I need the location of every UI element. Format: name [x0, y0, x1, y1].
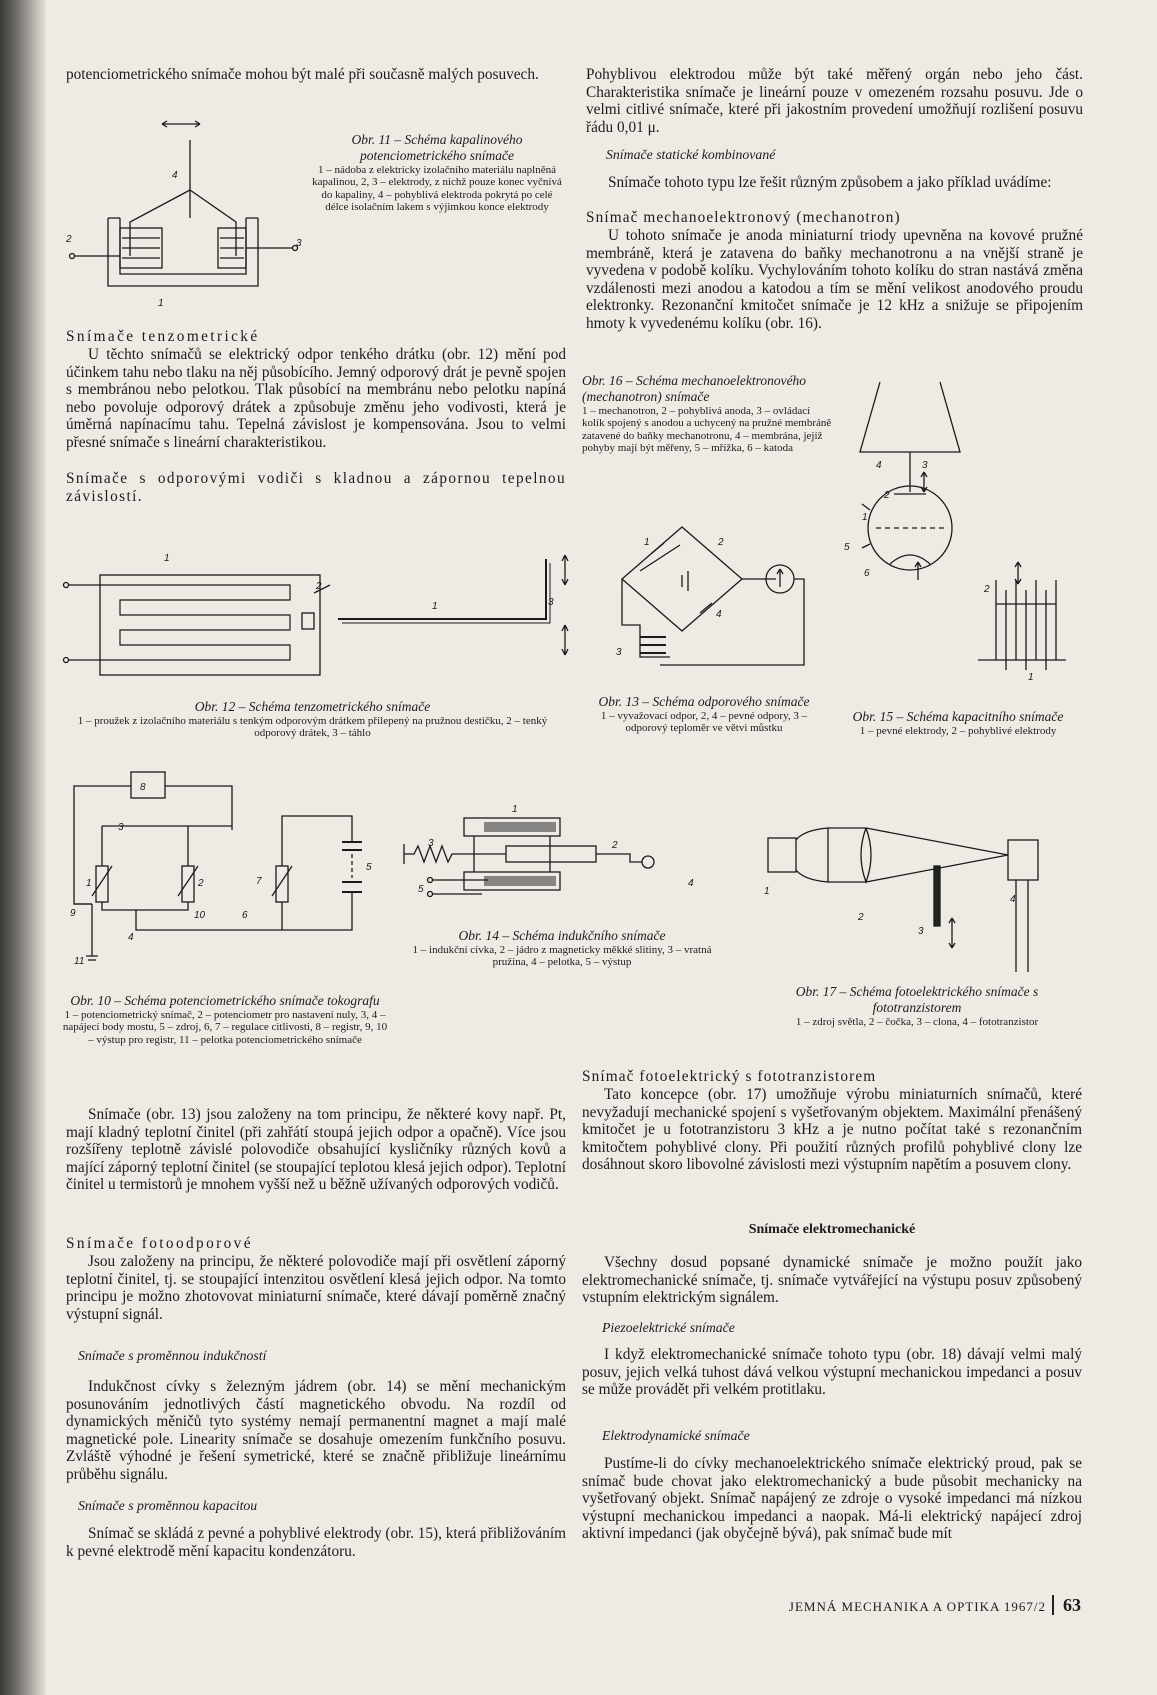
- caption-fig16-title: Obr. 16 – Schéma mechanoelektronového (mechanotron) snímače: [582, 373, 807, 404]
- caption-fig15-title: Obr. 15 – Schéma kapacitního snímače: [852, 709, 1064, 724]
- svg-text:1: 1: [86, 878, 92, 889]
- tenzo-paragraph: U těchto snímačů se elektrický odpor tenkého drátku (obr. 12) mění pod účinkem tahu nebo tlaku na něj působícího. Jemný odporový drát je pevně spojen s membránou nebo pelotkou. Tlak působící na membránu nebo pelotku napíná nebo povoluje odporový drátek a způsobuje změnu jeho vodivosti, která je úměrná napínacímu tahu. Tepelná závislost je kompensována. Jsou to velmi přesné snímače s lineární charakteristikou.: [66, 346, 566, 451]
- stat-paragraph: Snímače tohoto typu lze řešit různým způsobem a jako příklad uvádíme:: [608, 174, 1052, 191]
- svg-text:11: 11: [74, 956, 85, 967]
- foto-paragraph: Jsou založeny na principu, že některé polovodiče mají při osvětlení záporný teplotní činitel, tj. se stoupající intenzitou osvětlení klesá jejich odpor. Na tomto principu je možno zhotovovat miniaturní snímače, které dávají poměrně značný výstupní signál.: [66, 1253, 566, 1323]
- caption-fig14-title: Obr. 14 – Schéma indukčního snímače: [458, 928, 666, 943]
- figure-12-diagram: [60, 555, 570, 695]
- caption-fig15: [836, 709, 1080, 737]
- caption-fig12-title: Obr. 12 – Schéma tenzometrického snímače: [194, 699, 431, 714]
- svg-text:6: 6: [864, 568, 870, 579]
- caption-fig10: [60, 993, 390, 1046]
- svg-text:1: 1: [1028, 672, 1034, 683]
- svg-text:1: 1: [432, 601, 438, 612]
- journal-name: JEMNÁ MECHANIKA A OPTIKA 1967/2: [788, 1599, 1046, 1614]
- caption-fig12-text: 1 – proužek z izolačního materiálu s tenkým odporovým drátkem přilepený na pružnou destičku, 2 – tenký odporový drátek, 3 – táhlo: [77, 715, 548, 740]
- mech-paragraph: U tohoto snímače je anoda miniaturní triody upevněna na kovové pružné membráně, která je zatavena do baňky mechanotronu a na vnější straně je vyvedena v podobě kolíku. Vychylováním tohoto kolíku do stran nastává změna vzdálenosti mezi anodou a katodou a tím se mění velikost anodového proudu elektronky. Rezonanční kmitočet snímače je 12 kHz a snižuje se připojením hmoty k vyvedenému kolíku (obr. 16).: [586, 227, 1083, 332]
- svg-text:2: 2: [66, 234, 72, 245]
- caption-fig13: [582, 694, 826, 735]
- svg-text:1: 1: [764, 886, 770, 897]
- caption-fig17-text: 1 – zdroj světla, 2 – čočka, 3 – clona, 4 – fototranzistor: [795, 1016, 1039, 1028]
- page-binding-shadow: [0, 0, 46, 1695]
- svg-text:2: 2: [858, 912, 864, 923]
- figure-15-diagram: [970, 560, 1080, 685]
- svg-text:4: 4: [128, 932, 134, 943]
- svg-text:10: 10: [194, 910, 206, 921]
- em-paragraph: Všechny dosud popsané dynamické snímače je možno použít jako elektromechanické snímače, tj. snímače vytvářející na výstupu posuv způsobený vstupním elektrickým signálem.: [582, 1254, 1082, 1307]
- fe-paragraph: Tato koncepce (obr. 17) umožňuje výrobu miniaturních snímačů, které nevyžadují mechanické spojení s vyšetřovaným objektem. Maximální přenášený kmitočet je u fototranzistoru 3 kHz a je nutno počítat také s rezonančním kmitočtem pohyblivé clony. Při použití různých profilů pohyblivé clony lze dosáhnout skoro libovolné závislosti mezi výstupním napětím a posuvem clony.: [582, 1086, 1082, 1174]
- svg-text:1: 1: [644, 537, 650, 548]
- caption-fig13-text: 1 – vyvažovací odpor, 2, 4 – pevné odpory, 3 – odporový teploměr ve větvi můstku: [600, 710, 808, 735]
- page-footer: [789, 1595, 1081, 1616]
- figure-11-diagram: [60, 110, 320, 310]
- caption-fig10-title: Obr. 10 – Schéma potenciometrického snímače tokografu: [70, 993, 380, 1008]
- figure-17-diagram: [748, 822, 1088, 972]
- ed-paragraph: Pustíme-li do cívky mechanoelektrického snímače elektrický proud, pak se snímač bude chovat jako elektromechanický a bude působit mechanicky na vyšetřovaný objekt. Snímač napájený ze zdroje o vysoké impedanci má nízkou výstupní mechanickou impedanci a naopak. Má-li elektrický napájecí zdroj aktivní impedanci (jak obyčejně bývá), pak snímač bude mít: [582, 1455, 1082, 1543]
- svg-text:4: 4: [716, 609, 722, 620]
- caption-fig17-title: Obr. 17 – Schéma fotoelektrického snímače s fototranzistorem: [795, 984, 1039, 1015]
- caption-fig13-title: Obr. 13 – Schéma odporového snímače: [598, 694, 810, 709]
- figure-14-diagram: [402, 800, 722, 918]
- caption-fig11: [312, 132, 562, 214]
- svg-text:3: 3: [616, 647, 622, 658]
- caption-fig16-text: 1 – mechanotron, 2 – pohyblivá anoda, 3 – ovládací kolík spojený s anodou a uchycený na pružné membráně zatavené do baňky mechanotronu, 4 – membrána, jejíž pohyby mají být měřeny, 5 – mřížka, 6 – katoda: [582, 405, 832, 455]
- svg-text:5: 5: [366, 862, 372, 873]
- svg-text:5: 5: [418, 884, 424, 895]
- svg-text:4: 4: [876, 460, 882, 471]
- foto-heading: Snímače fotoodporové: [66, 1235, 253, 1252]
- svg-text:5: 5: [844, 542, 850, 553]
- svg-text:1: 1: [158, 298, 164, 309]
- piezo-subheading: Piezoelektrické snímače: [602, 1320, 735, 1335]
- ed-subheading: Elektrodynamické snímače: [602, 1428, 750, 1443]
- svg-text:4: 4: [1010, 894, 1016, 905]
- ind-paragraph: Indukčnost cívky s železným jádrem (obr. 14) se mění mechanickým posunováním jednotlivých částí magnetického obvodu. Na rozdíl od dynamických měničů tyto systémy nemají permanentní magnet a mají malé magnetické pole. Linearity snímače se dosahuje omezením funkčního posuvu. Zvláště výhodné je řešení symetrické, které se značně přibližuje lineárnímu průběhu signálu.: [66, 1378, 566, 1483]
- tenzo-closing: Snímače s odporovými vodiči s kladnou a zápornou tepelnou závislostí.: [66, 470, 566, 505]
- svg-text:1: 1: [164, 553, 170, 564]
- piezo-paragraph: I když elektromechanické snímače tohoto typu (obr. 18) dávají velmi malý posuv, jejich velká tuhost dává velkou výstupní mechanickou impedanci a posuv se může provádět při velkém protitlaku.: [582, 1346, 1082, 1399]
- svg-text:4: 4: [172, 170, 178, 181]
- mech-heading: Snímač mechanoelektronový (mechanotron): [586, 209, 901, 226]
- ind-subheading: Snímače s proměnnou indukčností: [78, 1348, 267, 1363]
- caption-fig10-text: 1 – potenciometrický snímač, 2 – potenciometr pro nastavení nuly, 3, 4 – napájecí body mostu, 5 – zdroj, 6, 7 – regulace citlivosti, 8 – registr, 9, 10 – výstup pro registr, 11 – pelotka potenciometrického snímače: [62, 1009, 388, 1046]
- caption-fig11-text: 1 – nádoba z elektricky izolačního materiálu naplněná kapalinou, 2, 3 – elektrody, z nichž pouze konec vyčnívá do kapaliny, 4 – pohyblivá elektroda pokrytá po celé délce isolačním lakem s výjimkou konce elektrody: [312, 164, 562, 214]
- svg-text:2: 2: [718, 537, 724, 548]
- svg-text:8: 8: [140, 782, 146, 793]
- figure-16-diagram: [840, 380, 970, 590]
- caption-fig12: [60, 699, 565, 740]
- tenzo-heading: Snímače tenzometrické: [66, 328, 260, 345]
- svg-text:3: 3: [918, 926, 924, 937]
- stat-subheading: Snímače statické kombinované: [606, 147, 776, 162]
- right-top-paragraph: Pohyblivou elektrodou může být také měřený orgán nebo jeho část. Charakteristika snímače je lineární pouze v omezeném rozsahu posuvu. Jde o velmi citlivé snímače, které při jakostním provedení umožňují rozlišení posuvu řádu 0,01 μ.: [586, 66, 1083, 136]
- caption-fig16: [582, 373, 832, 455]
- svg-text:2: 2: [198, 878, 204, 889]
- kap-subheading: Snímače s proměnnou kapacitou: [78, 1498, 258, 1513]
- fe-heading: Snímač fotoelektrický s fototranzistorem: [582, 1068, 877, 1085]
- svg-text:2: 2: [984, 584, 990, 595]
- svg-text:2: 2: [316, 581, 322, 592]
- svg-text:9: 9: [70, 908, 76, 919]
- caption-fig14: [412, 928, 712, 969]
- svg-text:1: 1: [512, 804, 518, 815]
- svg-text:3: 3: [428, 838, 434, 849]
- svg-text:3: 3: [118, 822, 124, 833]
- svg-text:6: 6: [242, 910, 248, 921]
- svg-text:2: 2: [612, 840, 618, 851]
- svg-text:7: 7: [256, 876, 262, 887]
- figure-13-diagram: [600, 515, 820, 690]
- em-heading: Snímače elektromechanické: [748, 1222, 916, 1237]
- kap-paragraph: Snímač se skládá z pevné a pohyblivé elektrody (obr. 15), která přibližováním k pevné elektrodě mění kapacitu kondenzátoru.: [66, 1525, 566, 1560]
- svg-text:3: 3: [922, 460, 928, 471]
- svg-text:1: 1: [862, 512, 868, 523]
- caption-fig11-title: Obr. 11 – Schéma kapalinového potenciometrického snímače: [351, 132, 523, 163]
- figure-10-diagram: [66, 770, 386, 968]
- page-number: 63: [1052, 1595, 1081, 1615]
- left-intro: potenciometrického snímače mohou být malé při současně malých posuvech.: [66, 66, 539, 83]
- caption-fig14-text: 1 – indukční cívka, 2 – jádro z magneticky měkké slitiny, 3 – vratná pružina, 4 – pelotka, 5 – výstup: [412, 944, 712, 969]
- caption-fig15-text: 1 – pevné elektrody, 2 – pohyblivé elektrody: [859, 725, 1057, 737]
- svg-text:3: 3: [548, 597, 554, 608]
- svg-text:2: 2: [884, 490, 890, 501]
- svg-text:3: 3: [296, 238, 302, 249]
- caption-fig17: [752, 984, 1082, 1028]
- odpor-paragraph: Snímače (obr. 13) jsou založeny na tom principu, že některé kovy např. Pt, mají kladný teplotní činitel (při zahřátí stoupá jejich odpor a opačně). Více jsou rozšířeny teplotně závislé polovodiče obsahující kysličníky různých kovů a mající záporný teplotní činitel (se stoupající teplotou klesá jejich odpor). Teplotní činitel u termistorů je mnohem vyšší než u běžně užívaných odporových vodičů.: [66, 1106, 566, 1194]
- svg-text:4: 4: [688, 878, 694, 889]
